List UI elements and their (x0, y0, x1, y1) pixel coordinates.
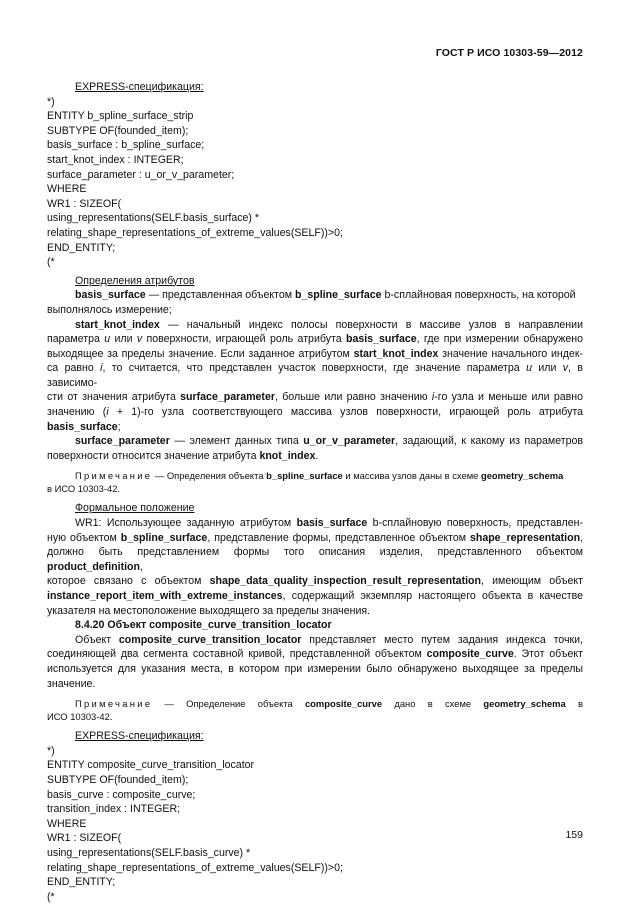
code-line: (* (47, 890, 55, 903)
attr-start-knot-index: start_knot_index — начальный индекс полосы поверхности в массиве узлов в направлении (75, 318, 583, 331)
code-line: relating_shape_representations_of_extreme_values(SELF))>0; (47, 861, 343, 874)
attr-defs-heading: Определения атрибутов (75, 274, 195, 287)
section-title: 8.4.20 Объект composite_curve_transition_locator (75, 619, 332, 632)
text-line: параметра u или v поверхности, играющей роль атрибута basis_surface, где при измерении обнаружено (47, 333, 583, 346)
page-content (47, 80, 583, 904)
code-line: *) (47, 744, 55, 757)
formal-heading: Формальное положение (75, 502, 195, 515)
code-line: basis_surface : b_spline_surface; (47, 139, 205, 152)
note-line: в ИСО 10303-42. (47, 483, 121, 495)
code-line: WR1 : SIZEOF( (47, 197, 122, 210)
text-line: Объект composite_curve_transition_locator представляет место путем задания индекса точки, (75, 633, 583, 646)
express-heading: EXPRESS-спецификация: (75, 730, 204, 743)
note-label: Примечание (75, 470, 153, 482)
text-line: сти от значения атрибута surface_parameter, больше или равно значению i-го узла и меньше или равно (47, 391, 583, 404)
note: Примечание — Определение объекта composite_curve дано в схеме geometry_schema в (75, 698, 583, 710)
text-line: значение. (47, 677, 96, 690)
code-line: END_ENTITY; (47, 876, 116, 889)
text-line: instance_report_item_with_extreme_instances, содержащий экземпляр настоящего объекта в качестве (47, 590, 583, 602)
attr-basis-surface: basis_surface — представленная объектом b_spline_surface b-сплайновая поверхность, на которой (75, 289, 576, 302)
text-line: ную объектом b_spline_surface, представление формы, представленное объектом shape_representation, (47, 531, 584, 544)
note-line: ИСО 10303-42. (47, 711, 113, 723)
code-line: surface_parameter : u_or_v_parameter; (47, 168, 235, 181)
code-line: WR1 : SIZEOF( (47, 832, 122, 845)
attr-term: start_knot_index (75, 318, 160, 331)
code-line: WHERE (47, 817, 87, 830)
code-line: SUBTYPE OF(founded_item); (47, 773, 189, 786)
attr-surface-parameter: surface_parameter — элемент данных типа u_or_v_parameter, задающий, к какому из параметров (75, 435, 583, 448)
code-line: WHERE (47, 183, 87, 196)
code-line: using_representations(SELF.basis_surface) * (47, 212, 259, 225)
note-label: Примечание (75, 698, 153, 710)
code-line: using_representations(SELF.basis_curve) * (47, 846, 251, 859)
text-line: basis_surface; (47, 420, 121, 433)
code-line: start_knot_index : INTEGER; (47, 153, 184, 166)
attr-term: surface_parameter (75, 435, 170, 448)
code-line: ENTITY composite_curve_transition_locator (47, 759, 255, 772)
page-header: ГОСТ Р ИСО 10303-59—2012 (435, 47, 583, 59)
text-line: соединяющей два сегмента составной кривой, представленной объектом composite_curve. Этот объект (47, 648, 583, 661)
text-line: которое связано с объектом shape_data_quality_inspection_result_representation, имеющим объект (47, 575, 583, 588)
text-line: выполнялось измерение; (47, 303, 172, 316)
express-heading: EXPRESS-спецификация: (75, 81, 204, 93)
code-line: (* (47, 256, 55, 269)
attr-term: basis_surface (75, 289, 146, 302)
page-number: 159 (565, 829, 583, 841)
code-line: ENTITY b_spline_surface_strip (47, 110, 194, 123)
express-code-block (47, 744, 583, 905)
code-line: *) (47, 95, 55, 108)
text-line: WR1: Использующее заданную атрибутом basis_surface b-сплайновую поверхность, представлен- (75, 517, 583, 530)
express-code-block (47, 95, 583, 270)
code-line: relating_shape_representations_of_extreme_values(SELF))>0; (47, 226, 343, 239)
text-line: указателя на местоположение выходящего за пределы значения. (47, 604, 371, 617)
code-line: basis_curve : composite_curve; (47, 788, 196, 801)
code-line: END_ENTITY; (47, 241, 116, 254)
note: Примечание — Определения объекта b_spline_surface и массива узлов даны в схеме geometry_schema (75, 470, 564, 482)
text-line: используется для указания места, в котором при измерении было обнаружено выходящее за пределы (47, 662, 583, 675)
text-line: са равно i, то считается, что представлен участок поверхности, где значение параметра u или v, в зависимо- (47, 362, 583, 389)
code-line: transition_index : INTEGER; (47, 803, 181, 816)
text-line: значению (i + 1)-го узла соответствующего массива узлов поверхности, играющей роль атрибута (47, 406, 583, 419)
text-line: должно быть представлением формы того описания изделия, представленного объектом product_definition, (47, 546, 583, 573)
text-line: поверхности относится значение атрибута knot_index. (47, 449, 319, 462)
text-line: выходящее за пределы значение. Если заданное атрибутом start_knot_index значение начального индек- (47, 347, 583, 360)
code-line: SUBTYPE OF(founded_item); (47, 124, 189, 137)
